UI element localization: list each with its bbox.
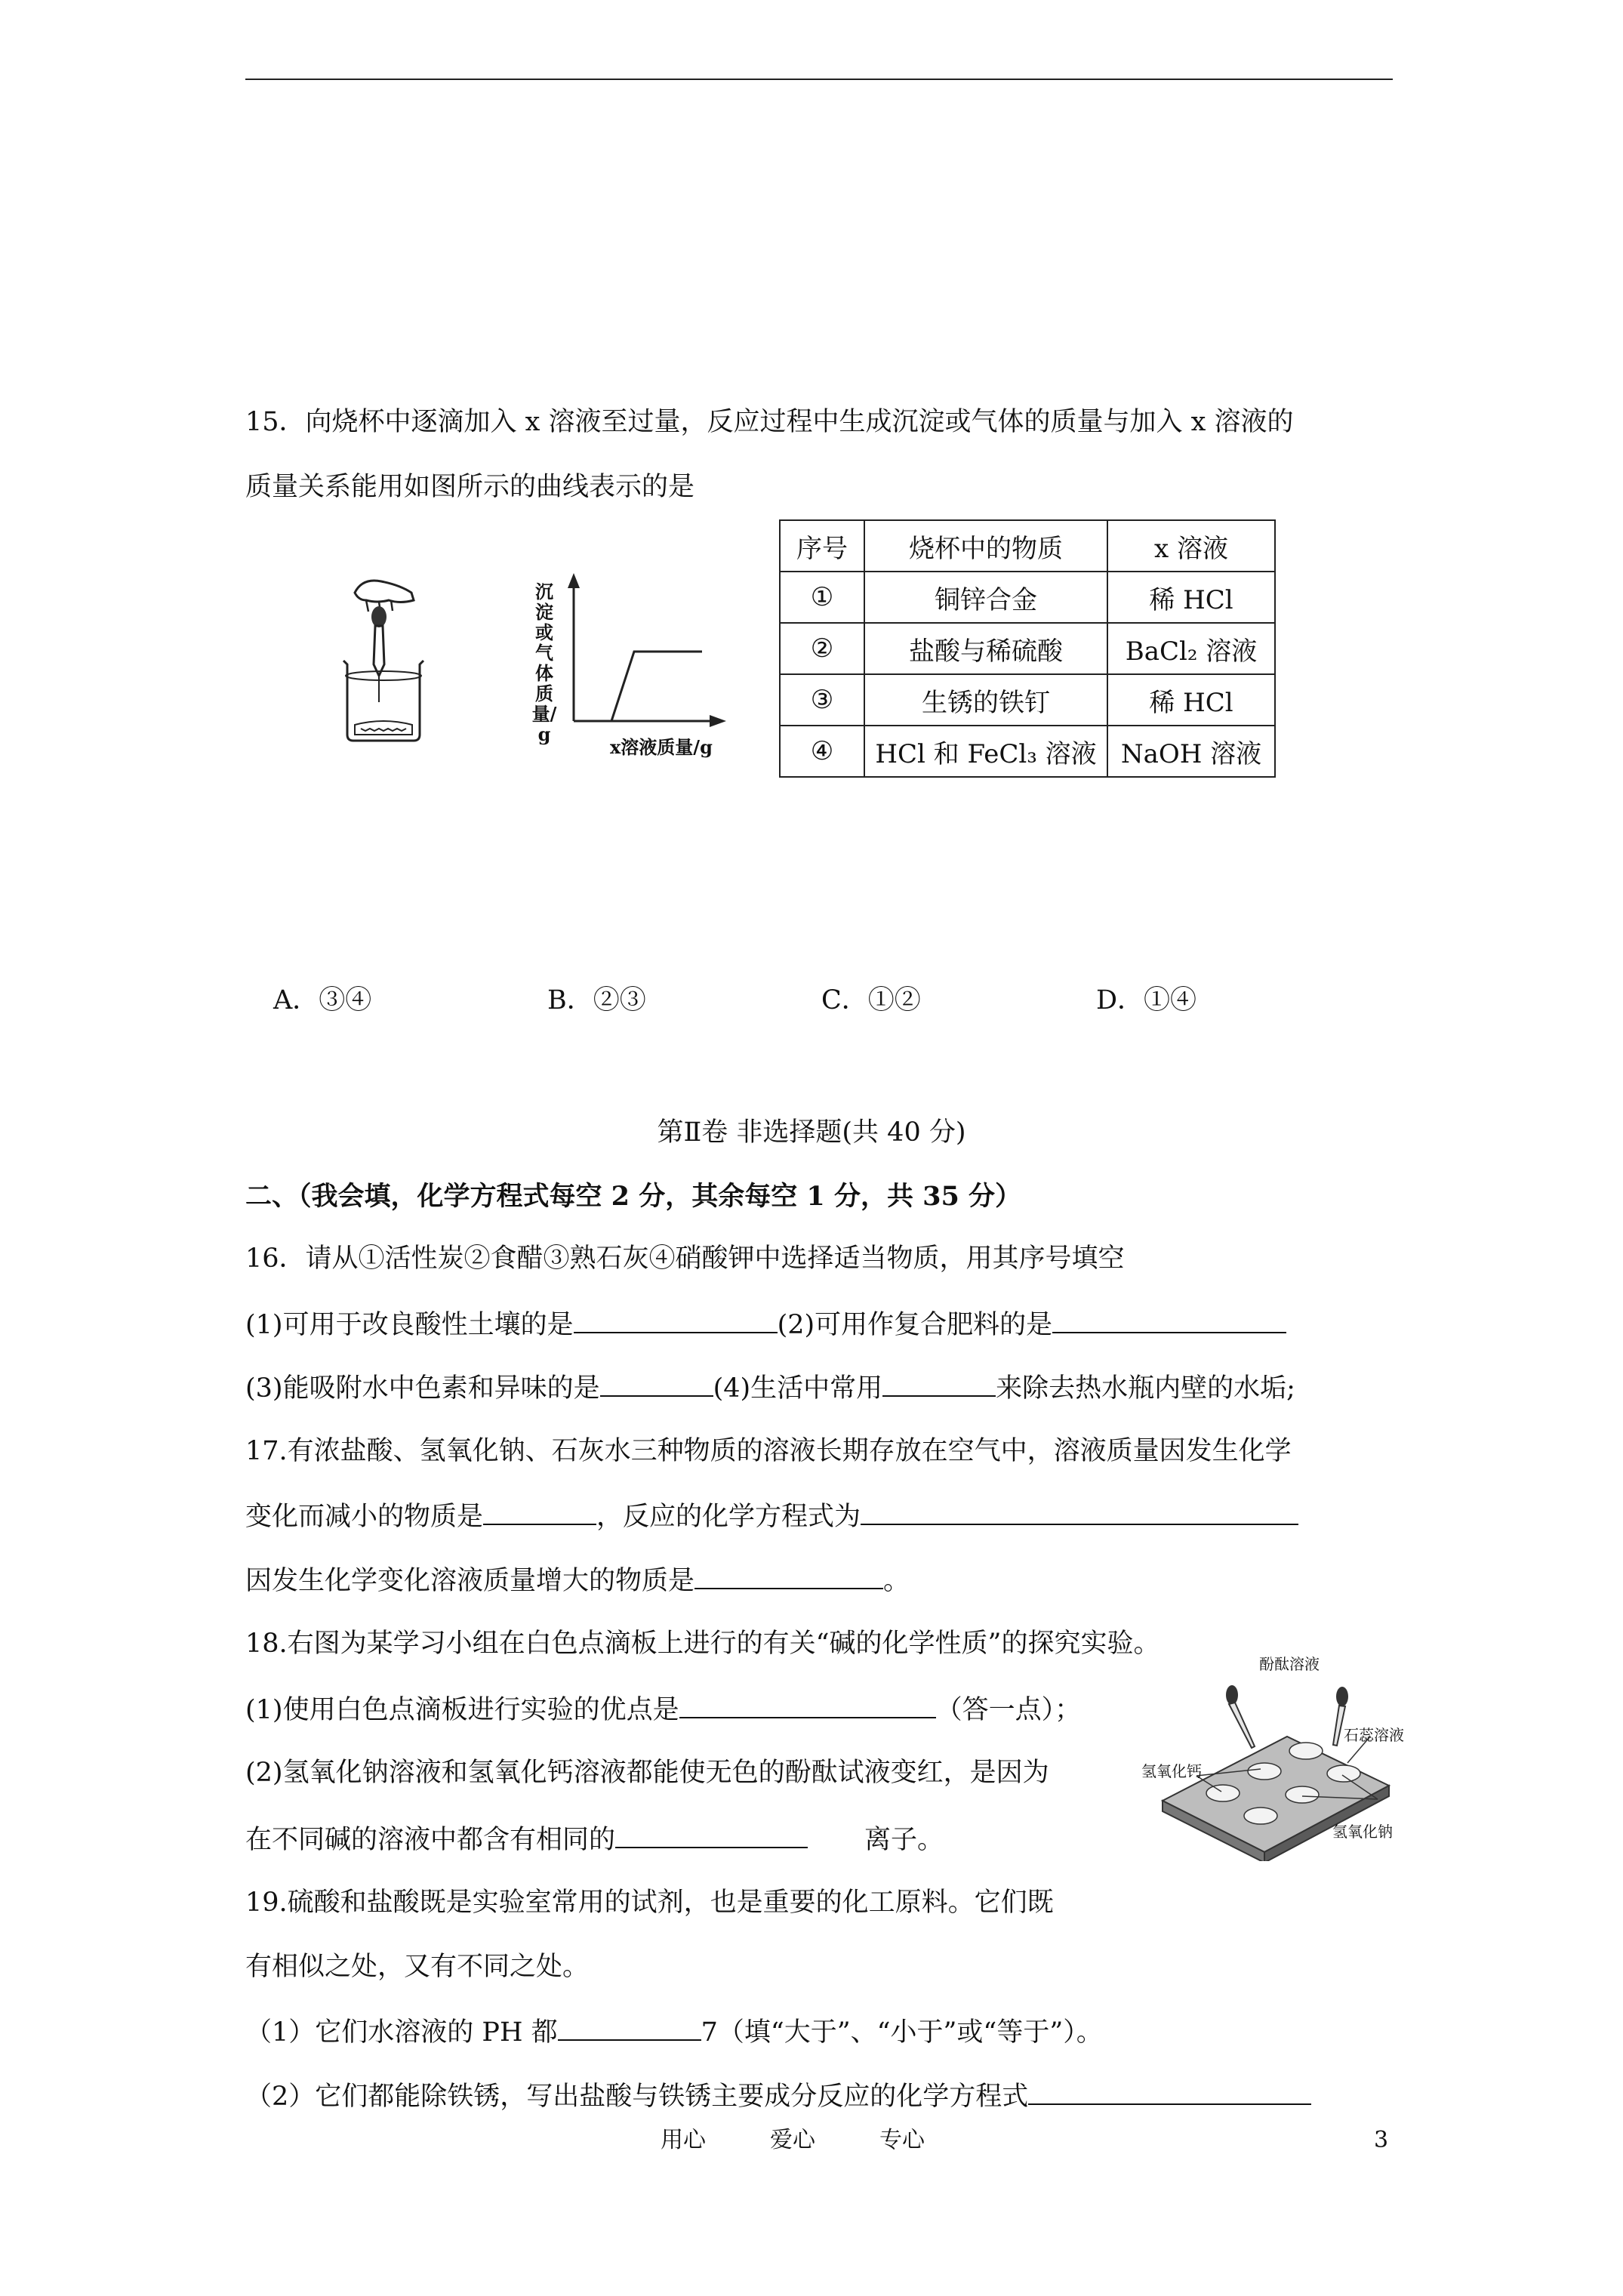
answer-blank[interactable] [679, 1690, 936, 1718]
footer-word: 爱心 [770, 2127, 815, 2153]
mass-curve-graph [559, 570, 732, 729]
q17-text: 因发生化学变化溶液质量增大的物质是 [245, 1566, 695, 1596]
q18-text: (1)使用白色点滴板进行实验的优点是 [245, 1695, 679, 1725]
footer-word: 用心 [661, 2127, 706, 2153]
q18-text: （答一点）； [935, 1695, 1082, 1725]
table-cell: ② [780, 623, 864, 674]
answer-blank[interactable] [483, 1496, 596, 1525]
answer-blank[interactable] [574, 1305, 778, 1333]
q19-part2 [245, 2076, 1311, 2116]
table-row [780, 623, 1275, 674]
header-rule [245, 79, 1393, 80]
table-cell: ③ [780, 674, 864, 726]
q18-line3: (2)氢氧化钠溶液和氢氧化钙溶液都能使无色的酚酞试液变红，是因为 [245, 1758, 1049, 1788]
answer-blank[interactable] [1028, 2076, 1311, 2105]
table-cell: ④ [780, 726, 864, 777]
option-c: C．①② [821, 985, 921, 1015]
answer-blank[interactable] [882, 1368, 996, 1397]
q17-line3 [245, 1561, 910, 1600]
q16-part3: (3)能吸附水中色素和异味的是 [245, 1373, 600, 1404]
q16-part4b: 来除去热水瓶内壁的水垢; [996, 1373, 1295, 1404]
table-cell: ① [780, 572, 864, 623]
q18-line2 [245, 1690, 1081, 1729]
table-cell: BaCl₂ 溶液 [1107, 623, 1275, 674]
answer-blank[interactable] [861, 1496, 1298, 1525]
table-row [780, 726, 1275, 777]
part2-title: 第Ⅱ卷 非选择题(共 40 分) [657, 1117, 966, 1148]
q19-text: 7（填“大于”、“小于”或“等于”）。 [701, 2017, 1103, 2048]
graph-y-label: 沉淀或气体质量/g [531, 581, 557, 745]
question-table [779, 519, 1276, 778]
option-b: B．②③ [547, 985, 646, 1015]
graph-x-label: x溶液质量/g [610, 736, 713, 758]
answer-blank[interactable] [694, 1561, 883, 1589]
table-cell: 盐酸与稀硫酸 [864, 623, 1107, 674]
q16-part3-4 [245, 1368, 1295, 1407]
label-sodium-hydroxide: 氢氧化钠 [1332, 1823, 1393, 1841]
q15-line1: 15．向烧杯中逐滴加入 x 溶液至过量，反应过程中生成沉淀或气体的质量与加入 x 溶液的 [245, 407, 1294, 437]
table-header-cell: 序号 [780, 520, 864, 572]
answer-blank[interactable] [600, 1368, 713, 1397]
table-cell: 生锈的铁钉 [864, 674, 1107, 726]
label-litmus: 石蕊溶液 [1344, 1726, 1404, 1744]
q19-line2: 有相似之处，又有不同之处。 [245, 1952, 590, 1982]
table-row [780, 674, 1275, 726]
table-header-cell: 烧杯中的物质 [864, 520, 1107, 572]
q17-line2 [245, 1496, 1298, 1536]
q16-part1: (1)可用于改良酸性土壤的是 [245, 1310, 574, 1340]
answer-blank[interactable] [1052, 1305, 1286, 1333]
q18-text: 在不同碱的溶液中都含有相同的 [245, 1825, 616, 1855]
option-d: D．①④ [1096, 985, 1197, 1015]
q17-text: 。 [883, 1566, 910, 1596]
label-phenolphthalein: 酚酞溶液 [1259, 1655, 1320, 1673]
q19-line1: 19.硫酸和盐酸既是实验室常用的试剂，也是重要的化工原料。它们既 [245, 1888, 1054, 1918]
table-header-row [780, 520, 1275, 572]
label-calcium-hydroxide: 氢氧化钙 [1141, 1762, 1202, 1780]
table-cell: 稀 HCl [1107, 674, 1275, 726]
table-row [780, 572, 1275, 623]
q17-text: 变化而减小的物质是 [245, 1502, 484, 1532]
q18-text: 离子。 [864, 1825, 944, 1855]
table-cell: NaOH 溶液 [1107, 726, 1275, 777]
answer-blank[interactable] [558, 2012, 701, 2041]
page-number: 3 [1374, 2127, 1389, 2153]
q19-text: （2）它们都能除铁锈，写出盐酸与铁锈主要成分反应的化学方程式 [245, 2082, 1029, 2112]
q15-line2: 质量关系能用如图所示的曲线表示的是 [245, 472, 695, 502]
footer-word: 专心 [879, 2127, 925, 2153]
q16-stem: 16．请从①活性炭②食醋③熟石灰④硝酸钾中选择适当物质，用其序号填空 [245, 1244, 1125, 1274]
q19-text: （1）它们水溶液的 PH 都 [245, 2017, 558, 2048]
table-cell: 稀 HCl [1107, 572, 1275, 623]
q16-part1-2 [245, 1305, 1286, 1344]
q18-line1: 18.右图为某学习小组在白色点滴板上进行的有关“碱的化学性质”的探究实验。 [245, 1629, 1160, 1659]
beaker-dropper-illustration [325, 570, 438, 747]
q17-line1: 17.有浓盐酸、氢氧化钠、石灰水三种物质的溶液长期存放在空气中，溶液质量因发生化学 [245, 1436, 1292, 1466]
table-header-cell: x 溶液 [1107, 520, 1275, 572]
q16-part4a: (4)生活中常用 [713, 1373, 883, 1404]
section-heading: 二、（我会填，化学方程式每空 2 分，其余每空 1 分，共 35 分） [245, 1181, 1022, 1212]
q16-part2: (2)可用作复合肥料的是 [777, 1310, 1053, 1340]
q19-part1 [245, 2012, 1103, 2051]
option-a: A．③④ [273, 985, 372, 1015]
q17-text: ，反应的化学方程式为 [596, 1502, 861, 1532]
table-cell: HCl 和 FeCl₃ 溶液 [864, 726, 1107, 777]
q18-line4 [245, 1820, 944, 1859]
answer-blank[interactable] [615, 1820, 808, 1848]
table-cell: 铜锌合金 [864, 572, 1107, 623]
